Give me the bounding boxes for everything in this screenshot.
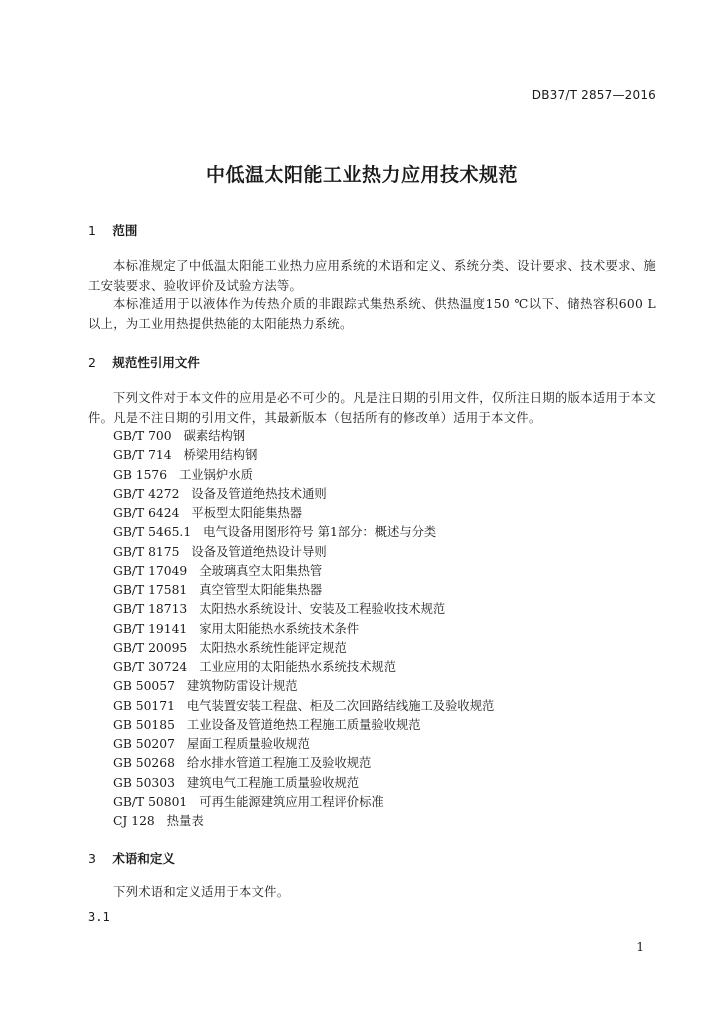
section-3-number: 3 — [88, 851, 96, 866]
reference-code: GB/T 17049 — [113, 563, 188, 578]
document-title: 中低温太阳能工业热力应用技术规范 — [205, 164, 518, 186]
reference-code: GB 50171 — [113, 698, 175, 713]
reference-name: 工业应用的太阳能热水系统技术规范 — [199, 660, 396, 674]
reference-item — [113, 504, 494, 523]
reference-item — [113, 658, 494, 677]
reference-code: GB/T 30724 — [113, 660, 188, 674]
reference-name: 平板型太阳能集热器 — [191, 506, 303, 520]
reference-code: GB/T 5465.1 — [113, 525, 192, 540]
reference-name: 电气设备用图形符号 第1部分：概述与分类 — [203, 525, 437, 540]
clause-3-1-number: 3.1 — [88, 910, 110, 924]
reference-item — [113, 735, 494, 754]
reference-item — [113, 793, 494, 812]
reference-code: GB/T 18713 — [113, 602, 188, 617]
section-1-title: 范围 — [112, 223, 138, 238]
reference-name: 太阳热水系统设计、安装及工程验收技术规范 — [199, 602, 446, 617]
reference-name: 屋面工程质量验收规范 — [186, 737, 310, 751]
reference-code: GB 1576 — [113, 467, 168, 482]
reference-item — [113, 446, 494, 465]
section-2-number: 2 — [88, 355, 96, 370]
terms-intro: 下列术语和定义适用于本文件。 — [113, 885, 290, 899]
reference-item — [113, 427, 494, 446]
reference-name: 电气装置安装工程盘、柜及二次回路结线施工及验收规范 — [186, 698, 495, 713]
reference-code: GB/T 4272 — [113, 486, 180, 501]
reference-name: 建筑电气工程施工质量验收规范 — [186, 775, 360, 790]
standard-code: DB37/T 2857—2016 — [531, 88, 656, 102]
reference-item — [113, 639, 494, 658]
reference-item — [113, 562, 494, 581]
reference-name: 建筑物防雷设计规范 — [186, 679, 298, 694]
reference-code: GB/T 50801 — [113, 794, 188, 809]
reference-name: 给水排水管道工程施工及验收规范 — [186, 756, 372, 771]
reference-item — [113, 485, 494, 504]
reference-code: GB/T 714 — [113, 448, 172, 463]
reference-code: GB 50268 — [113, 756, 175, 771]
reference-item — [113, 466, 494, 485]
section-3-heading — [88, 849, 175, 867]
normative-refs-intro: 下列文件对于本文件的应用是必不可少的。凡是注日期的引用文件，仅所注日期的版本适用于本文件。凡是不注日期的引用文件，其最新版本（包括所有的修改单）适用于本文件。 — [88, 391, 656, 425]
reference-name: 热量表 — [166, 814, 204, 828]
reference-item — [113, 600, 494, 619]
reference-item — [113, 812, 494, 831]
reference-name: 家用太阳能热水系统技术条件 — [199, 621, 360, 636]
reference-item — [113, 697, 494, 716]
section-2-heading — [88, 353, 200, 371]
reference-code: GB/T 700 — [113, 429, 172, 443]
reference-name: 全玻璃真空太阳集热管 — [199, 563, 323, 578]
reference-item — [113, 523, 494, 542]
section-1-heading — [88, 221, 137, 239]
reference-code: GB 50207 — [113, 737, 175, 751]
section-3-title: 术语和定义 — [112, 851, 175, 866]
reference-code: GB/T 20095 — [113, 640, 188, 655]
reference-item — [113, 620, 494, 639]
reference-name: 碳素结构钢 — [183, 429, 246, 443]
reference-code: GB/T 19141 — [113, 621, 188, 636]
reference-item — [113, 716, 494, 735]
reference-item — [113, 543, 494, 562]
reference-name: 设备及管道绝热设计导则 — [191, 544, 327, 559]
reference-code: GB 50185 — [113, 717, 175, 732]
reference-name: 可再生能源建筑应用工程评价标准 — [199, 794, 384, 809]
section-2-title: 规范性引用文件 — [112, 355, 200, 370]
reference-item — [113, 581, 494, 600]
reference-name: 工业设备及管道绝热工程施工质量验收规范 — [186, 717, 421, 732]
reference-item — [113, 754, 494, 773]
reference-code: CJ 128 — [113, 814, 155, 828]
reference-name: 桥梁用结构钢 — [183, 448, 258, 463]
reference-name: 真空管型太阳能集热器 — [199, 583, 323, 597]
reference-item — [113, 774, 494, 793]
reference-code: GB 50303 — [113, 775, 175, 790]
reference-name: 设备及管道绝热技术通则 — [191, 486, 327, 501]
reference-code: GB/T 8175 — [113, 544, 180, 559]
page-number: 1 — [636, 940, 644, 954]
scope-paragraph-1: 本标准规定了中低温太阳能工业热力应用系统的术语和定义、系统分类、设计要求、技术要求、施工安装要求、验收评价及试验方法等。 — [88, 259, 656, 293]
reference-code: GB/T 6424 — [113, 506, 180, 520]
reference-code: GB 50057 — [113, 679, 175, 694]
reference-name: 工业锅炉水质 — [179, 467, 253, 482]
reference-code: GB/T 17581 — [113, 583, 188, 597]
reference-list — [113, 427, 494, 831]
section-1-number: 1 — [88, 223, 96, 238]
reference-item — [113, 677, 494, 696]
reference-name: 太阳热水系统性能评定规范 — [199, 640, 347, 655]
scope-paragraph-2: 本标准适用于以液体作为传热介质的非跟踪式集热系统、供热温度150 ℃以下、储热容积600 L以上，为工业用热提供热能的太阳能热力系统。 — [88, 297, 656, 331]
